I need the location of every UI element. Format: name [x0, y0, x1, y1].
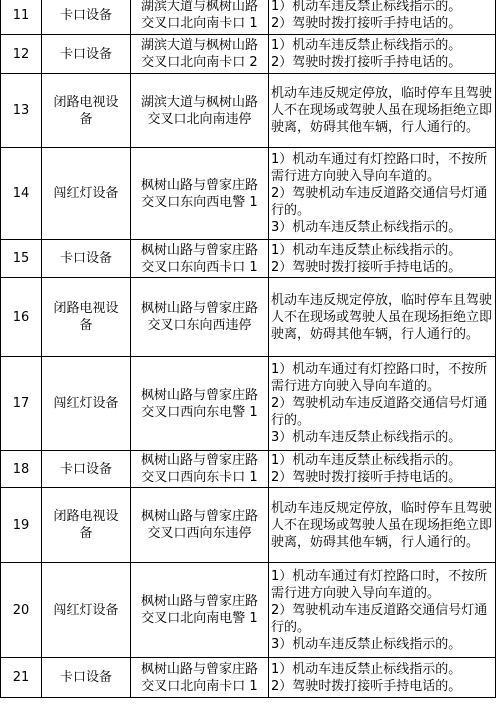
location-line: 枫树山路与曾家庄路 — [140, 387, 258, 403]
location-line: 交叉口西向东卡口 1 — [141, 470, 258, 485]
location — [131, 148, 269, 240]
table-row — [1, 451, 496, 488]
device-type — [42, 357, 131, 451]
device-type-line: 备 — [79, 318, 93, 333]
violation-description — [269, 0, 496, 35]
device-type — [42, 488, 131, 563]
device-type-line: 闭路电视设 — [53, 94, 119, 110]
device-type-line: 闭路电视设 — [53, 301, 119, 316]
location — [131, 240, 269, 278]
device-type-line: 卡口设备 — [59, 461, 112, 477]
device-type-line: 闯红灯设备 — [53, 396, 119, 411]
location-line: 枫树山路与曾家庄路 — [140, 242, 258, 258]
description-line: 2）驾驶时拨打接听手持电话的。 — [271, 16, 462, 31]
device-type — [42, 451, 131, 488]
description-line: 1）机动车违反禁止标线指示的。 — [271, 242, 462, 258]
location-line: 交叉口西向东电警 1 — [141, 404, 258, 420]
table-row — [1, 35, 496, 74]
row-number: 12 — [1, 35, 42, 74]
device-type-line: 卡口设备 — [59, 670, 112, 685]
row-number: 13 — [1, 74, 42, 148]
table-row — [1, 0, 496, 35]
device-type — [42, 0, 131, 35]
location-line: 交叉口东向西卡口 1 — [141, 259, 258, 275]
row-number: 19 — [1, 488, 42, 563]
location-line: 湖滨大道与枫树山路 — [140, 94, 258, 110]
violation-description — [269, 148, 496, 240]
location-line: 枫树山路与曾家庄路 — [140, 177, 258, 193]
device-type-line: 卡口设备 — [59, 7, 112, 23]
table-row — [1, 357, 496, 451]
location — [131, 451, 269, 488]
description-line: 1）机动车违反禁止标线指示的。 — [271, 38, 462, 53]
description-line: 2）驾驶时拨打接听手持电话的。 — [271, 470, 462, 485]
violation-description — [269, 278, 496, 357]
device-type — [42, 35, 131, 74]
table-row — [1, 488, 496, 563]
table-row — [1, 563, 496, 658]
row-number: 21 — [1, 658, 42, 698]
violation-description — [269, 74, 496, 148]
location — [131, 357, 269, 451]
violation-description — [269, 563, 496, 658]
description-line: 2）驾驶时拨打接听手持电话的。 — [271, 55, 462, 70]
row-number: 16 — [1, 278, 42, 357]
location — [131, 74, 269, 148]
violation-description — [269, 658, 496, 698]
violation-description — [269, 240, 496, 278]
location-line: 交叉口北向南违停 — [147, 111, 252, 127]
device-type-line: 卡口设备 — [59, 251, 112, 266]
description-line: 1）机动车违反禁止标线指示的。 — [271, 661, 462, 677]
device-type — [42, 658, 131, 698]
device-type-line: 闯红灯设备 — [53, 186, 119, 201]
description-line: 3）机动车违反禁止标线指示的。 — [271, 636, 462, 652]
location — [131, 278, 269, 357]
device-type-line: 备 — [79, 526, 93, 541]
description-text: 机动车违反规定停放，临时停车且驾驶人不在现场或驾驶人虽在现场拒绝立即驶离，妨碍其他车辆，行人通行的。 — [271, 292, 493, 342]
description-line: 3）机动车违反禁止标线指示的。 — [271, 430, 462, 445]
location-line: 交叉口北向南电警 1 — [141, 611, 258, 626]
location-line: 交叉口东向西电警 1 — [141, 194, 258, 210]
device-table-body — [1, 0, 496, 698]
violation-description — [269, 488, 496, 563]
device-type-line: 闭路电视设 — [53, 509, 119, 524]
description-line: 2）驾驶时拨打接听手持电话的。 — [271, 678, 462, 694]
row-number: 15 — [1, 240, 42, 278]
location-line: 湖滨大道与枫树山路 — [140, 38, 258, 53]
description-line: 1）机动车通过有灯控路口时，不按所需行进方向驶入导向车道的。 — [271, 152, 488, 184]
table-row — [1, 74, 496, 148]
location-line: 枫树山路与曾家庄路 — [140, 594, 258, 609]
location — [131, 658, 269, 698]
violation-description — [269, 451, 496, 488]
device-type — [42, 74, 131, 148]
description-line: 1）机动车通过有灯控路口时，不按所需行进方向驶入导向车道的。 — [271, 568, 488, 601]
device-type — [42, 278, 131, 357]
description-line: 2）驾驶机动车违反道路交通信号灯通行的。 — [271, 602, 488, 635]
device-type-line: 备 — [79, 111, 93, 127]
device-type — [42, 563, 131, 658]
description-line: 2）驾驶时拨打接听手持电话的。 — [271, 259, 462, 275]
violation-description — [269, 35, 496, 74]
location-line: 交叉口北向南卡口 1 — [141, 678, 258, 694]
location-line: 交叉口北向南卡口 2 — [141, 55, 258, 70]
location — [131, 563, 269, 658]
row-number: 14 — [1, 148, 42, 240]
location — [131, 35, 269, 74]
description-line: 2）驾驶机动车违反道路交通信号灯通行的。 — [271, 186, 488, 218]
description-line: 1）机动车违反禁止标线指示的。 — [271, 453, 462, 468]
location-line: 交叉口北向南卡口 1 — [141, 16, 258, 31]
table-row — [1, 278, 496, 357]
row-number: 20 — [1, 563, 42, 658]
location-line: 枫树山路与曾家庄路 — [140, 661, 258, 677]
description-text: 机动车违反规定停放，临时停车且驾驶人不在现场或驾驶人虽在现场拒绝立即驶离，妨碍其他车辆，行人通行的。 — [271, 86, 493, 135]
violation-description — [269, 357, 496, 451]
table-row — [1, 240, 496, 278]
description-line: 2）驾驶机动车违反道路交通信号灯通行的。 — [271, 396, 488, 428]
description-text: 机动车违反规定停放，临时停车且驾驶人不在现场或驾驶人虽在现场拒绝立即驶离，妨碍其他车辆，行人通行的。 — [271, 500, 493, 550]
device-type-line: 卡口设备 — [59, 46, 112, 62]
table-row — [1, 658, 496, 698]
device-type-line: 闯红灯设备 — [53, 602, 119, 618]
location-line: 湖滨大道与枫树山路 — [140, 0, 258, 14]
table-row — [1, 148, 496, 240]
location-line: 枫树山路与曾家庄路 — [140, 453, 258, 468]
row-number: 11 — [1, 0, 42, 35]
description-line: 1）机动车通过有灯控路口时，不按所需行进方向驶入导向车道的。 — [271, 362, 488, 394]
location-line: 交叉口西向东违停 — [147, 526, 252, 541]
row-number: 17 — [1, 357, 42, 451]
location — [131, 488, 269, 563]
description-line: 1）机动车违反禁止标线指示的。 — [271, 0, 462, 14]
location-line: 枫树山路与曾家庄路 — [140, 301, 258, 316]
location — [131, 0, 269, 35]
device-type — [42, 240, 131, 278]
location-line: 枫树山路与曾家庄路 — [140, 509, 258, 524]
location-line: 交叉口东向西违停 — [147, 318, 252, 333]
row-number: 18 — [1, 451, 42, 488]
device-type — [42, 148, 131, 240]
description-line: 3）机动车违反禁止标线指示的。 — [271, 220, 462, 235]
